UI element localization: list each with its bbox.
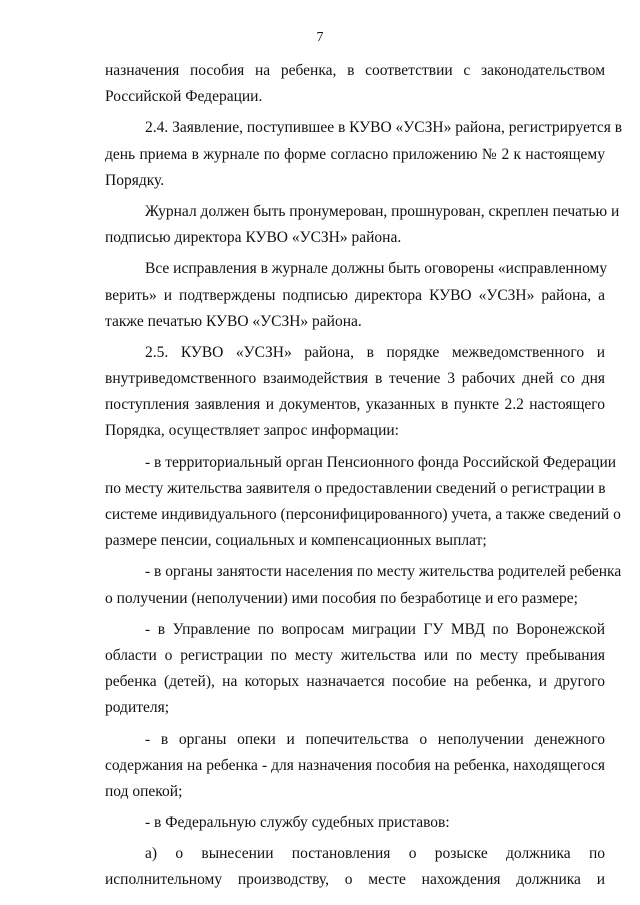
text-line: Порядка, осуществляет запрос информации: [105, 422, 399, 440]
list-item-line: - в территориальный орган Пенсионного фонда Российской Федерации [145, 453, 617, 471]
text-line: верить» и подтверждены подписью директора КУВО «УСЗН» района, а [105, 286, 605, 304]
text-line: день приема в журнале по форме согласно приложению № 2 к настоящему [105, 145, 605, 163]
list-item-line: - в Управление по вопросам миграции ГУ МВД по Воронежской [145, 620, 605, 638]
text-line: размере пенсии, социальных и компенсационных выплат; [105, 532, 487, 550]
sub-item-line: а) о вынесении постановления о розыске должника по [145, 845, 605, 863]
paragraph-2-5-line: 2.5. КУВО «УСЗН» района, в порядке межведомственного и [145, 343, 605, 361]
list-item-line: - в Федеральную службу судебных приставов: [145, 814, 450, 832]
text-line: внутриведомственного взаимодействия в течение 3 рабочих дней со дня [105, 370, 605, 388]
text-line: исполнительному производству, о месте нахождения должника и [105, 871, 605, 889]
text-line: ребенка (детей), на которых назначается пособие на ребенка, и другого [105, 673, 605, 691]
paragraph-2-4-line: 2.4. Заявление, поступившее в КУВО «УСЗН» района, регистрируется в [145, 119, 623, 137]
text-line: Российской Федерации. [105, 88, 263, 106]
list-item-line: - в органы опеки и попечительства о неполучении денежного [145, 730, 605, 748]
text-line: по месту жительства заявителя о предоставлении сведений о регистрации в [105, 479, 606, 497]
text-line: под опекой; [105, 782, 183, 800]
text-line: Журнал должен быть пронумерован, прошнурован, скреплен печатью и [145, 202, 620, 220]
text-line: Все исправления в журнале должны быть оговорены «исправленному [145, 260, 608, 278]
text-line: системе индивидуального (персонифицированного) учета, а также сведений о [105, 506, 621, 523]
text-line: назначения пособия на ребенка, в соответствии с законодательством [105, 62, 605, 79]
text-line: подписью директора КУВО «УСЗН» района. [105, 229, 402, 247]
list-item-line: - в органы занятости населения по месту жительства родителей ребенка [145, 563, 622, 581]
text-line: области о регистрации по месту жительства или по месту пребывания [105, 646, 605, 664]
text-line: поступления заявления и документов, указанных в пункте 2.2 настоящего [105, 396, 605, 414]
text-line: содержания на ребенка - для назначения пособия на ребенка, находящегося [105, 756, 605, 774]
text-line: Порядку. [105, 171, 165, 189]
text-line: также печатью КУВО «УСЗН» района. [105, 312, 362, 330]
text-line: родителя; [105, 699, 170, 717]
text-line: о получении (неполучении) ими пособия по безработице и его размере; [105, 589, 578, 607]
document-body [105, 58, 623, 894]
page-number: 7 [316, 30, 324, 45]
